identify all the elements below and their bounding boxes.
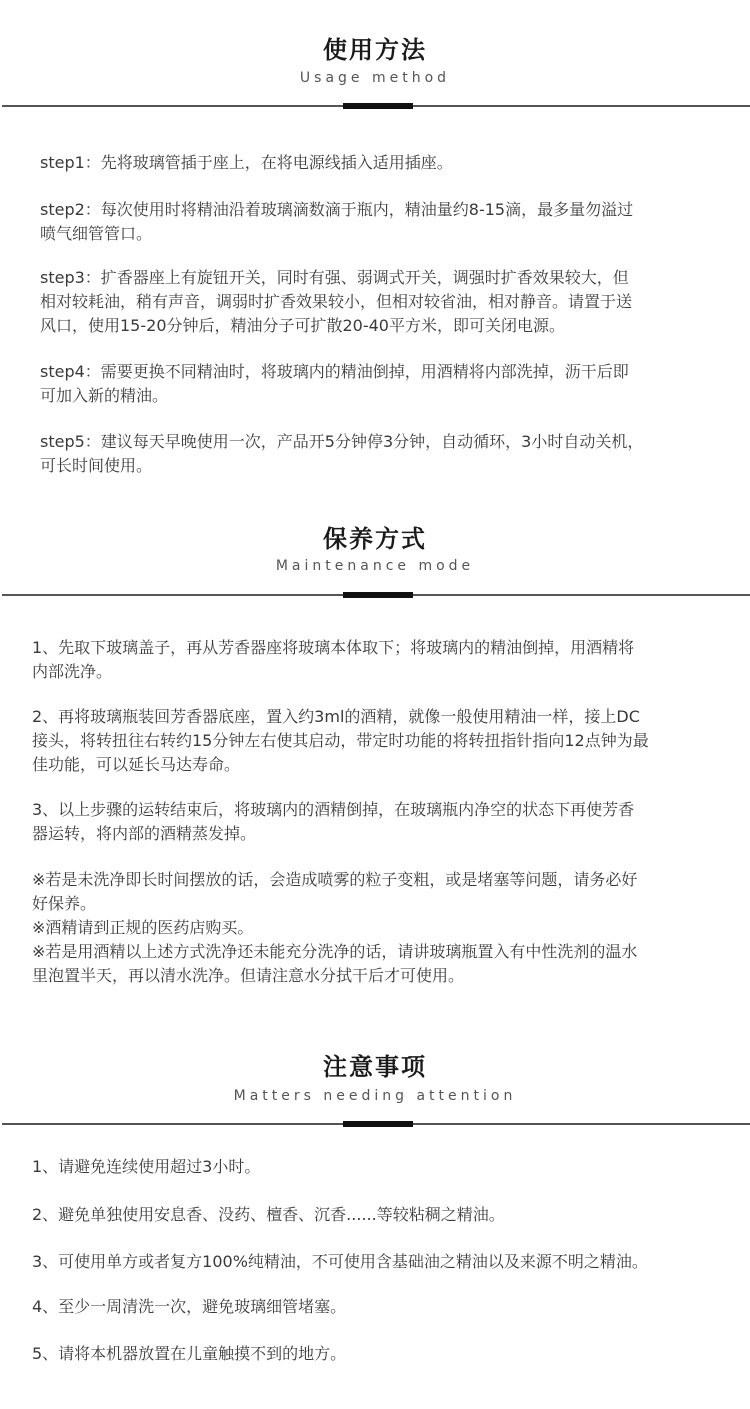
maintenance-title: 保养方式 — [323, 525, 427, 553]
usage-step-5: step5：建议每天早晚使用一次，产品开5分钟停3分钟，自动循环，3小时自动关机， 可长时间使用。 — [40, 432, 644, 475]
attention-title: 注意事项 — [323, 1053, 427, 1081]
usage-step-3: step3：扩香器座上有旋钮开关，同时有强、弱调式开关，调强时扩香效果较大，但 相对较耗油，稍有声音，调弱时扩香效果较小，但相对较省油，相对静音。请置于送 风口，使用15-20分钟后，精油分子可扩散20-40平方米，即可关闭电源。 — [40, 268, 633, 335]
attention-subtitle: Matters needing attention — [233, 1088, 517, 1104]
maintenance-notes: ※若是未洗净即长时间摆放的话，会造成喷雾的粒子变粗，或是堵塞等问题，请务必好 好保养。 ※酒精请到正规的医药店购买。 ※若是用酒精以上述方式洗净还未能充分洗净的话，请讲玻璃瓶置入有中性洗剂的温水 里泡置半天，再以清水洗净。但请注意水分拭干后才可使用。 — [32, 870, 638, 985]
maintenance-subtitle: Maintenance mode — [275, 558, 475, 574]
attention-item-4: 4、至少一周清洗一次，避免玻璃细管堵塞。 — [32, 1297, 347, 1316]
attention-item-2: 2、避免单独使用安息香、没药、檀香、沉香......等较粘稠之精油。 — [32, 1205, 505, 1224]
attention-divider-accent — [343, 1121, 413, 1127]
usage-step-1: step1：先将玻璃管插于座上，在将电源线插入适用插座。 — [40, 153, 453, 172]
attention-item-5: 5、请将本机器放置在儿童触摸不到的地方。 — [32, 1344, 347, 1363]
maintenance-divider-accent — [343, 592, 413, 598]
usage-step-4: step4：需要更换不同精油时，将玻璃内的精油倒掉，用酒精将内部洗掉，沥干后即 可加入新的精油。 — [40, 362, 629, 405]
maintenance-item-1: 1、先取下玻璃盖子，再从芳香器座将玻璃本体取下；将玻璃内的精油倒掉，用酒精将 内部洗净。 — [32, 638, 635, 681]
usage-title: 使用方法 — [323, 36, 427, 64]
attention-item-3: 3、可使用单方或者复方100%纯精油，不可使用含基础油之精油以及来源不明之精油。 — [32, 1252, 648, 1271]
usage-subtitle: Usage method — [299, 70, 451, 86]
attention-item-1: 1、请避免连续使用超过3小时。 — [32, 1157, 261, 1176]
usage-step-2: step2：每次使用时将精油沿着玻璃滴数滴于瓶内，精油量约8-15滴，最多量勿溢过 喷气细管管口。 — [40, 200, 634, 243]
maintenance-item-3: 3、以上步骤的运转结束后，将玻璃内的酒精倒掉，在玻璃瓶内净空的状态下再使芳香 器运转，将内部的酒精蒸发掉。 — [32, 800, 635, 843]
usage-divider-accent — [343, 103, 413, 109]
maintenance-item-2: 2、再将玻璃瓶装回芳香器底座，置入约3ml的酒精，就像一般使用精油一样，接上DC 接头，将转扭往右转约15分钟左右使其启动，带定时功能的将转扭指针指向12点钟为最 佳功能，可以延长马达寿命。 — [32, 707, 649, 774]
